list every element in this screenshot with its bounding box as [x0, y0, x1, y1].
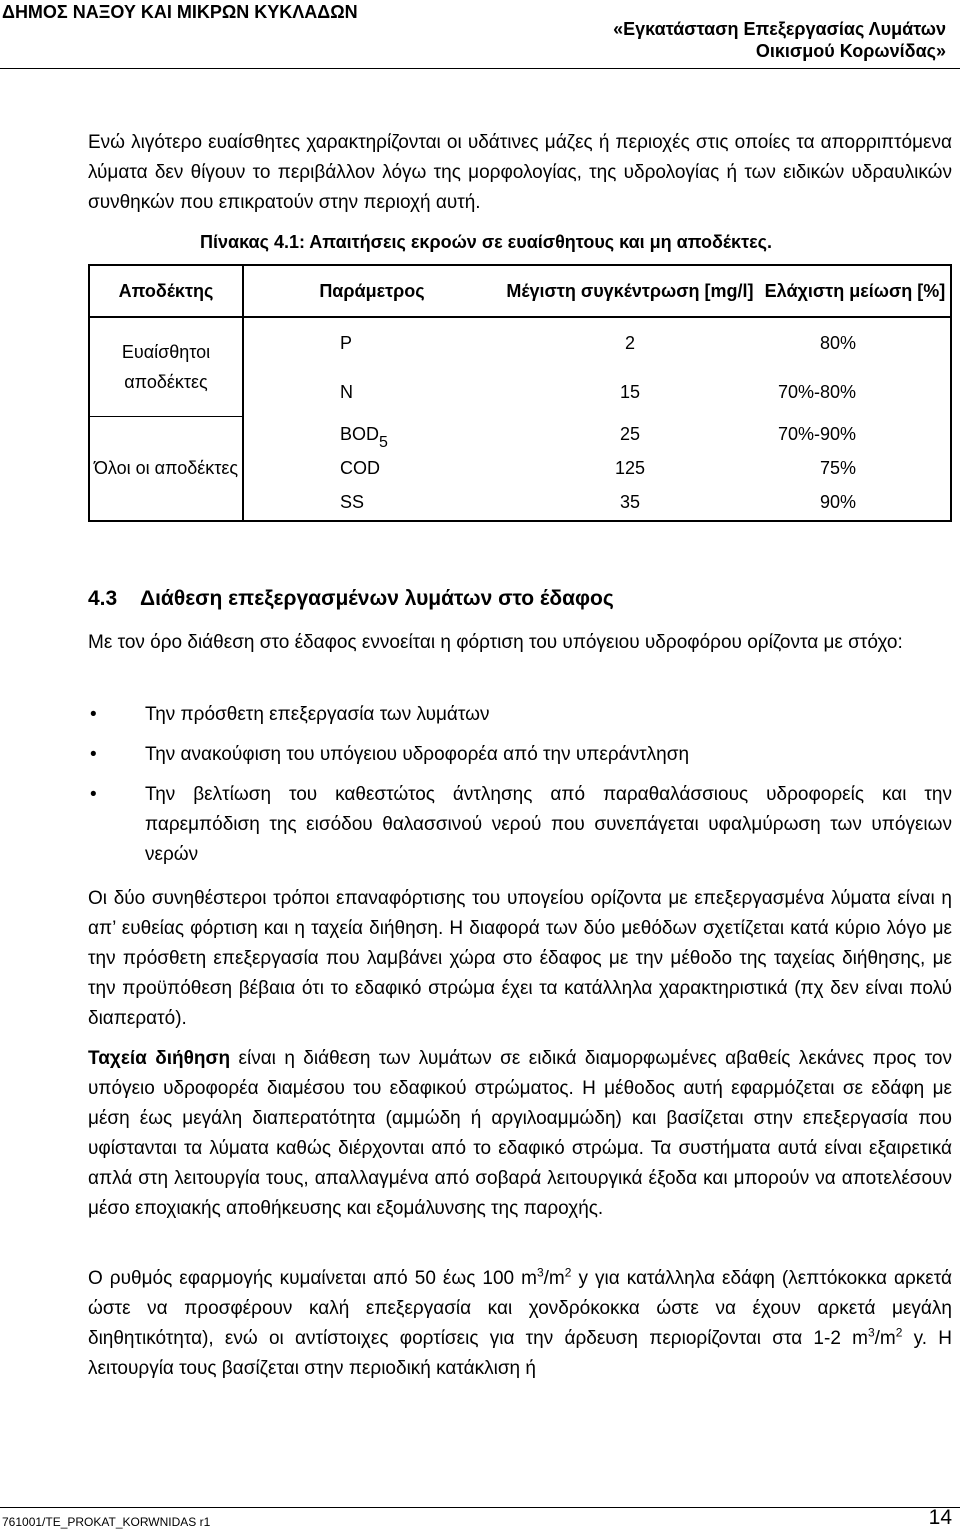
- footer-doc-code: 761001/TE_PROKAT_KORWNIDAS r1: [2, 1515, 211, 1529]
- max-cell: 2: [624, 332, 635, 353]
- header-min-reduction: Ελάχιστη μείωση [%]: [760, 265, 951, 317]
- max-cell: 125: [614, 457, 645, 478]
- bullet-icon: •: [90, 784, 97, 805]
- list-item: [88, 780, 952, 870]
- table-row: [89, 317, 951, 368]
- rapid-infiltration-term: Ταχεία διήθηση: [88, 1048, 231, 1069]
- min-cell: 75%: [819, 457, 856, 478]
- bullet-icon: •: [90, 704, 97, 725]
- param-bod-subscript: 5: [379, 433, 388, 451]
- rate-text-5: y. Η λειτουργία τους βασίζεται στην περιοδική κατάκλιση ή: [88, 1328, 952, 1379]
- rate-text-2: /m: [543, 1268, 565, 1289]
- rapid-infiltration-text: είναι η διάθεση των λυμάτων σε ειδικά διαμορφωμένες αβαθείς λεκάνες προς τον υπόγειο υδροφορέα διαμέσου του εδαφικού στρώματος. Η μέθοδος αυτή εφαρμόζεται σε εδάφη με μέση έως μεγάλη διαπερατότητα (αμμώδη ή αργιλοαμμώδη) και βασίζεται στην επεξεργασία που υφίστανται τα λύματα καθώς διέρχονται από το εδαφικό στρώμα. Τα συστήματα αυτά είναι εξαιρετικά απλά στη λειτουργία τους, απαλλαγμένα από σοβαρά λειτουργικά έξοδα και μπορούν να αποτελέσουν μέσο εποχιακής αποθήκευσης και εξομάλυνσης της παροχής.: [88, 1048, 952, 1219]
- rate-text-1: Ο ρυθμός εφαρμογής κυμαίνεται από 50 έως 100 m: [88, 1268, 537, 1289]
- bullet-icon: •: [90, 744, 97, 765]
- header-divider: [0, 68, 960, 69]
- group-sensitive-line-1: Ευαίσθητοι: [121, 342, 211, 363]
- rate-text-3: y για κατάλληλα εδάφη (λεπτόκοκκα αρκετά ώστε να προσφέρουν καλή επεξεργασία και χονδρόκοκκα ώστε να έχουν αρκετά μεγάλη διηθητικότητα), ενώ οι αντίστοιχες φορτίσεις για την άρδευση περιορίζονται στα 1-2 m: [88, 1268, 952, 1349]
- table-caption: Πίνακας 4.1: Απαιτήσεις εκροών σε ευαίσθητους και μη αποδέκτες.: [200, 232, 773, 252]
- paragraph-rapid-infiltration: [88, 1044, 952, 1224]
- rate-sup-2: 2: [564, 1265, 572, 1280]
- group-all-recipients: Όλοι οι αποδέκτες: [89, 417, 243, 521]
- table-header-row: [89, 265, 951, 317]
- page-number: 14: [928, 1506, 952, 1529]
- param-cell: COD: [340, 457, 380, 478]
- header-organization: ΔΗΜΟΣ ΝΑΞΟΥ ΚΑΙ ΜΙΚΡΩΝ ΚΥΚΛΑΔΩΝ: [2, 2, 358, 22]
- header-parameter: Παράμετρος: [243, 265, 500, 317]
- table-row: [89, 417, 951, 451]
- footer-divider: [0, 1507, 960, 1508]
- paragraph-application-rate: [88, 1264, 952, 1384]
- param-cell: SS: [340, 492, 365, 513]
- max-cell: 15: [619, 382, 640, 403]
- group-sensitive-line-2: αποδέκτες: [124, 372, 208, 393]
- section-intro: Με τον όρο διάθεση στο έδαφος εννοείται η φόρτιση του υπόγειου υδροφόρου ορίζοντα με στόχο:: [88, 632, 903, 653]
- rate-sup-4: 2: [895, 1325, 903, 1340]
- min-cell: 70%-80%: [777, 382, 856, 403]
- min-cell: 70%-90%: [777, 423, 856, 444]
- min-cell: 80%: [819, 332, 856, 353]
- header-max-concentration: Μέγιστη συγκέντρωση [mg/l]: [500, 265, 760, 317]
- list-item: [88, 740, 952, 770]
- rate-sup-3: 3: [867, 1325, 875, 1340]
- paragraph-recharge-methods: Οι δύο συνηθέστεροι τρόποι επαναφόρτισης του υπογείου ορίζοντα με επεξεργασμένα λύματα είναι η απ’ ευθείας φόρτιση και η ταχεία διήθηση. Η διαφορά των δύο μεθόδων σχετίζεται κατά κύριο λόγο με την πρόσθετη επεξεργασία που λαμβάνει χώρα στο έδαφος με την μέθοδο της ταχείας διήθησης, με την προϋπόθεση βέβαια ότι το εδαφικό στρώμα έχει τα κατάλληλα χαρακτηριστικά (πχ δεν είναι πολύ διαπερατό).: [88, 888, 952, 1029]
- effluent-requirements-table: [88, 264, 952, 522]
- list-item-text: Την ανακούφιση του υπόγειου υδροφορέα από την υπεράντληση: [145, 744, 690, 765]
- rate-text-4: /m: [874, 1328, 896, 1349]
- list-item-text: Την βελτίωση του καθεστώτος άντλησης από παραθαλάσσιους υδροφορείς και την παρεμπόδιση της εισόδου θαλασσινού νερού που συνεπάγεται υφαλμύρωση των υπόγειων νερών: [145, 784, 952, 865]
- section-number: 4.3: [88, 587, 118, 610]
- objectives-list: [88, 700, 952, 870]
- param-cell: [243, 417, 500, 451]
- section-title: Διάθεση επεξεργασμένων λυμάτων στο έδαφος: [140, 587, 614, 610]
- max-cell: 35: [619, 492, 640, 513]
- list-item-text: Την πρόσθετη επεξεργασία των λυμάτων: [145, 704, 490, 725]
- section-heading: [88, 587, 614, 611]
- param-cell: P: [340, 332, 353, 353]
- min-cell: 90%: [819, 492, 856, 513]
- header-project-title: [613, 18, 946, 62]
- max-cell: 25: [619, 423, 640, 444]
- rate-sup-1: 3: [536, 1265, 544, 1280]
- param-bod: BOD: [340, 423, 380, 444]
- header-project-line-1: «Εγκατάσταση Επεξεργασίας Λυμάτων: [613, 19, 946, 39]
- group-sensitive-recipients: [89, 317, 243, 417]
- param-cell: N: [340, 382, 353, 403]
- intro-paragraph: Ενώ λιγότερο ευαίσθητες χαρακτηρίζονται οι υδάτινες μάζες ή περιοχές στις οποίες τα απορριπτόμενα λύματα δεν θίγουν το περιβάλλον λόγω της μορφολογίας, της υδρολογίας ή των ειδικών υδραυλικών συνθηκών που επικρατούν στην περιοχή αυτή.: [88, 132, 952, 213]
- header-project-line-2: Οικισμού Κορωνίδας»: [755, 41, 946, 61]
- header-recipient: Αποδέκτης: [89, 265, 243, 317]
- list-item: [88, 700, 952, 730]
